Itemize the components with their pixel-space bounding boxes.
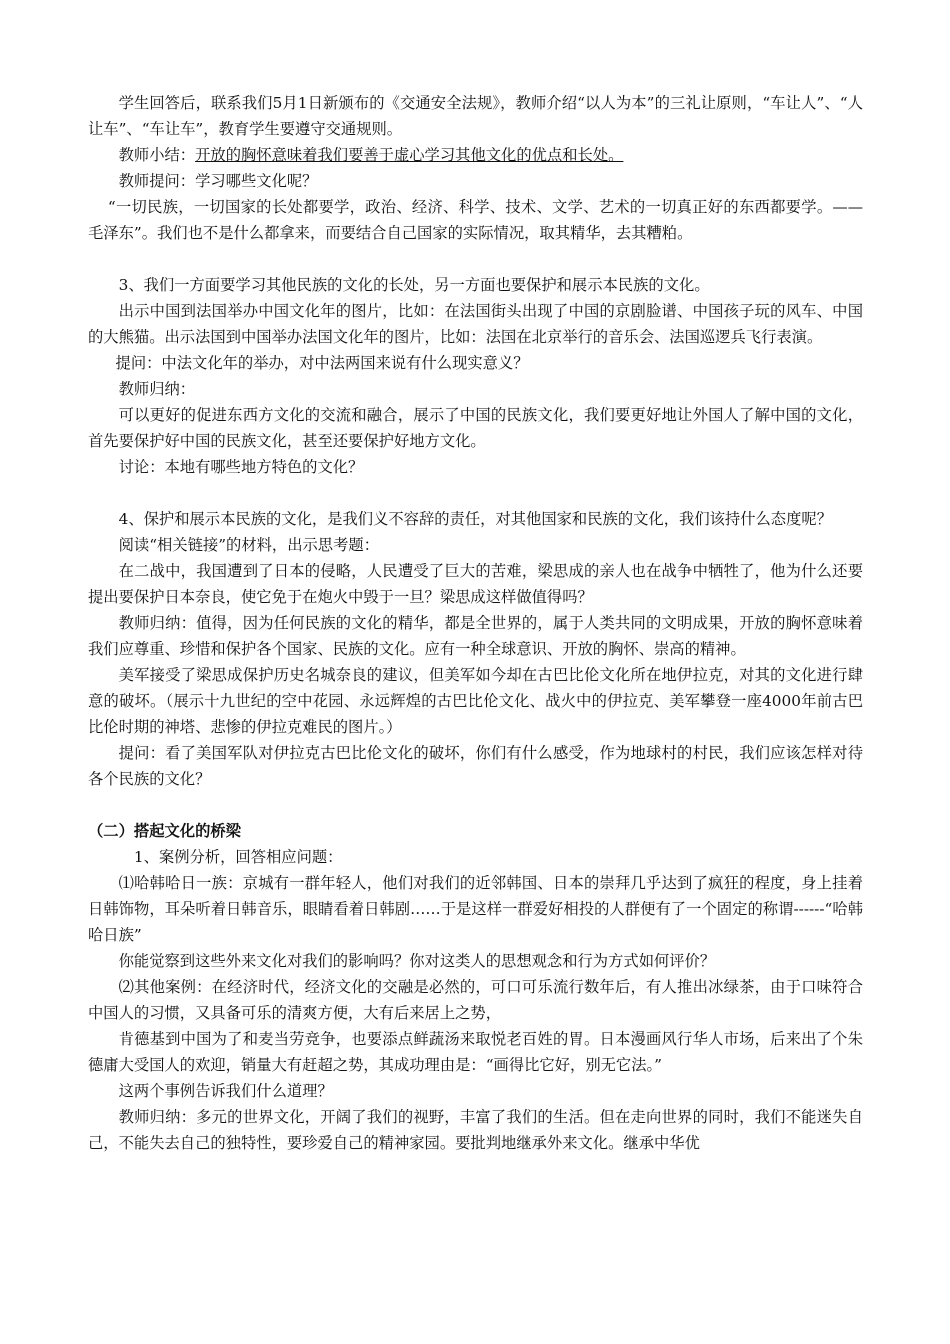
paragraph-question-culture-year: 提问：中法文化年的举办，对中法两国来说有什么现实意义？ <box>115 354 529 372</box>
paragraph-conclusion-exchange: 可以更好的促进东西方文化的交流和融合，展示了中国的民族文化，我们要更好地让外国人了解中国的文化，首先要保护好中国的民族文化，甚至还要保护好地方文化。 <box>88 406 863 450</box>
summary-underlined-text: 开放的胸怀意味着我们要善于虚心学习其他文化的优点和长处。 <box>195 146 624 164</box>
paragraph-question-iraq: 提问：看了美国军队对伊拉克古巴比伦文化的破坏，你们有什么感受，作为地球村的村民，我们应该怎样对待各个民族的文化？ <box>88 744 863 788</box>
paragraph-case-analysis: 1、案例分析，回答相应问题： <box>133 848 343 866</box>
paragraph-case-2-kfc: 肯德基到中国为了和麦当劳竞争，也要添点鲜蔬汤来取悦老百姓的胃。日本漫画风行华人市场，后来出了个朱德庸大受国人的欢迎，销量大有赶超之势，其成功理由是：“画得比它好，别无它法。” <box>88 1030 863 1074</box>
paragraph-case-question: 这两个事例告诉我们什么道理？ <box>118 1082 333 1100</box>
paragraph-us-army-iraq: 美军接受了梁思成保护历史名城奈良的建议，但美军如今却在古巴比伦文化所在地伊拉克，对其的文化进行肆意的破坏。（展示十九世纪的空中花园、永远辉煌的古巴比伦文化、战火中的伊拉克、美军攀登一座4000年前古巴比伦时期的神塔、悲惨的伊拉克难民的图片。） <box>88 666 863 736</box>
summary-label: 教师小结： <box>118 146 196 164</box>
paragraph-teacher-summary <box>88 142 863 168</box>
paragraph-teacher-conclusion-diverse: 教师归纳：多元的世界文化，开阔了我们的视野，丰富了我们的生活。但在走向世界的同时，我们不能迷失自己，不能失去自己的独特性，要珍爱自己的精神家园。要批判地继承外来文化。继承中华优 <box>88 1108 863 1152</box>
paragraph-point-4: 4、保护和展示本民族的文化，是我们义不容辞的责任，对其他国家和民族的文化，我们该持什么态度呢？ <box>118 510 832 528</box>
spacer <box>88 792 863 818</box>
paragraph-culture-year: 出示中国到法国举办中国文化年的图片，比如：在法国街头出现了中国的京剧脸谱、中国孩子玩的风车、中国的大熊猫。出示法国到中国举办法国文化年的图片，比如：法国在北京举行的音乐会、法国巡逻兵飞行表演。 <box>88 302 863 346</box>
paragraph-point-3: 3、我们一方面要学习其他民族的文化的长处，另一方面也要保护和展示本民族的文化。 <box>118 276 710 294</box>
paragraph-traffic-rules: 学生回答后，联系我们5月1日新颁布的《交通安全法规》，教师介绍“以人为本”的三礼让原则，“车让人”、“人让车”、“车让车”，教育学生要遵守交通规则。 <box>88 94 863 138</box>
paragraph-case-1: ⑴哈韩哈日一族：京城有一群年轻人，他们对我们的近邻韩国、日本的崇拜几乎达到了疯狂的程度，身上挂着日韩饰物，耳朵听着日韩音乐，眼睛看着日韩剧……于是这样一群爱好相投的人群便有了一个固定的称谓------“哈韩哈日族” <box>88 874 863 944</box>
paragraph-liang-sicheng: 在二战中，我国遭到了日本的侵略，人民遭受了巨大的苦难，梁思成的亲人也在战争中牺牲了，他为什么还要提出要保护日本奈良，使它免于在炮火中毁于一旦？梁思成这样做值得吗？ <box>88 562 863 606</box>
spacer <box>88 480 863 506</box>
paragraph-teacher-conclusion-worth: 教师归纳：值得，因为任何民族的文化的精华，都是全世界的，属于人类共同的文明成果，开放的胸怀意味着我们应尊重、珍惜和保护各个国家、民族的文化。应有一种全球意识、开放的胸怀、崇高的精神。 <box>88 614 863 658</box>
paragraph-teacher-question: 教师提问：学习哪些文化呢？ <box>118 172 318 190</box>
paragraph-teacher-conclude-label: 教师归纳： <box>118 380 196 398</box>
paragraph-reading-link: 阅读“相关链接”的材料，出示思考题： <box>118 536 379 554</box>
document-page <box>88 90 863 1156</box>
paragraph-case-1-question: 你能觉察到这些外来文化对我们的影响吗？你对这类人的思想观念和行为方式如何评价？ <box>118 952 716 970</box>
paragraph-case-2: ⑵其他案例：在经济时代，经济文化的交融是必然的，可口可乐流行数年后，有人推出冰绿茶，由于口味符合中国人的习惯，又具备可乐的清爽方便，大有后来居上之势， <box>88 978 863 1022</box>
section-heading: （二）搭起文化的桥梁 <box>88 822 241 840</box>
paragraph-quote-mao: “一切民族，一切国家的长处都要学，政治、经济、科学、技术、文学、艺术的一切真正好的东西都要学。——毛泽东”。我们也不是什么都拿来，而要结合自己国家的实际情况，取其精华，去其糟粕。 <box>88 198 863 242</box>
spacer <box>88 246 863 272</box>
paragraph-discussion: 讨论：本地有哪些地方特色的文化？ <box>118 458 364 476</box>
